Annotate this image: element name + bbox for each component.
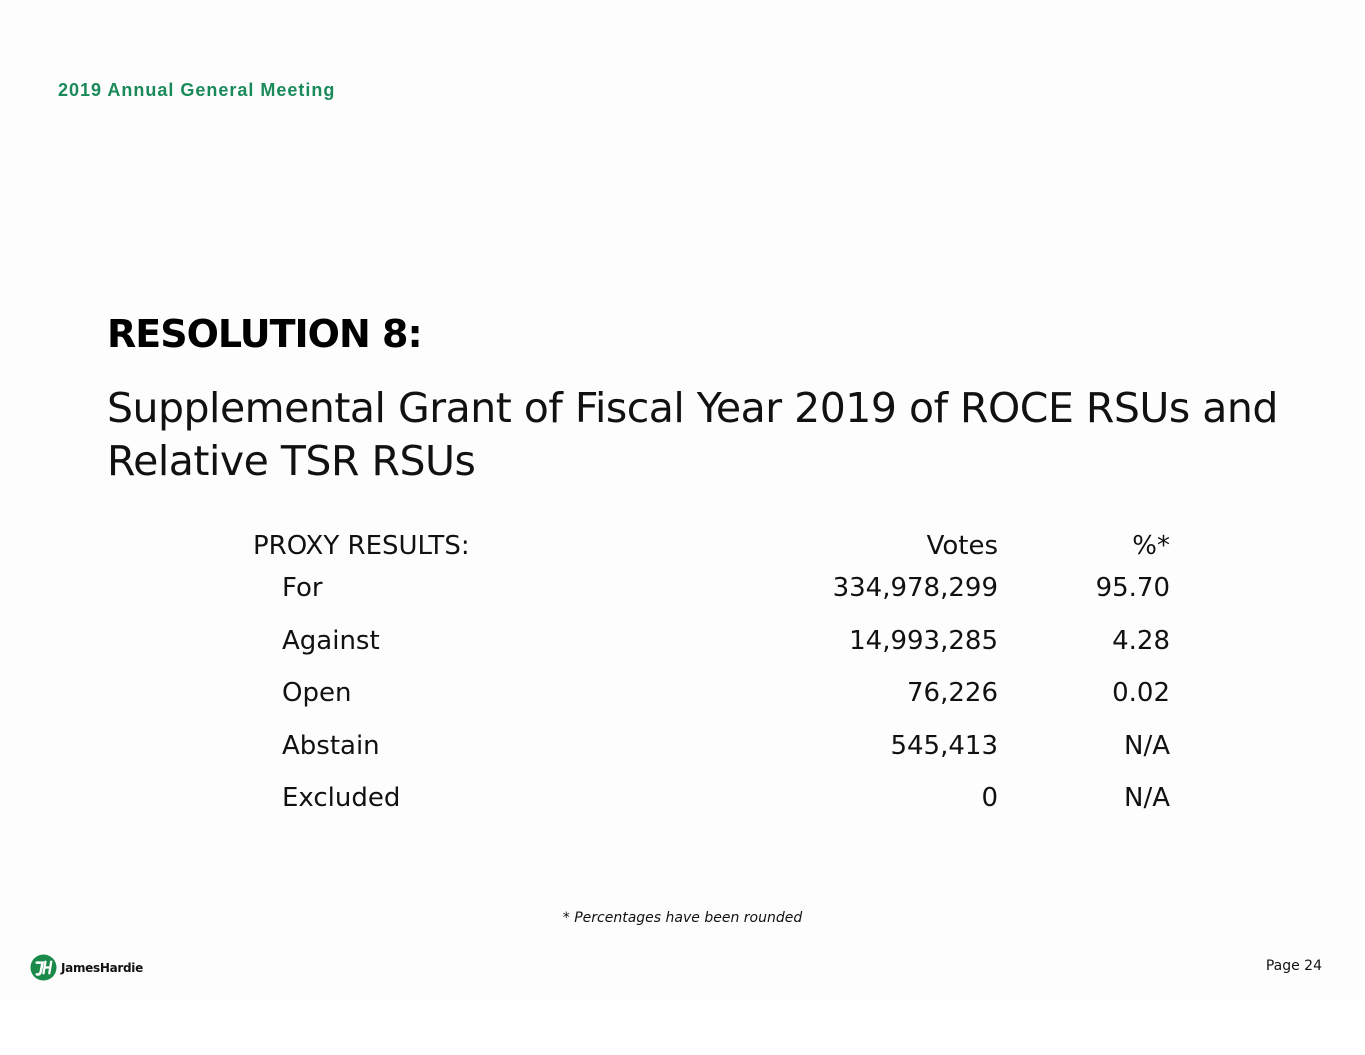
results-header-row xyxy=(253,531,1173,573)
row-label: Open xyxy=(282,678,352,708)
row-votes: 545,413 xyxy=(890,730,998,761)
row-label: For xyxy=(282,573,323,603)
james-hardie-mark-icon xyxy=(30,954,57,981)
results-row-against xyxy=(253,626,1173,679)
row-pct: 95.70 xyxy=(1095,573,1170,603)
results-header-label: PROXY RESULTS: xyxy=(253,531,470,561)
row-votes: 334,978,299 xyxy=(832,573,998,603)
results-header-pct: %* xyxy=(1132,531,1170,561)
results-row-for xyxy=(253,573,1173,626)
row-label: Excluded xyxy=(282,783,401,813)
results-row-open xyxy=(253,678,1173,731)
james-hardie-logo xyxy=(30,954,143,981)
resolution-subtitle: Supplemental Grant of Fiscal Year 2019 of ROCE RSUs and Relative TSR RSUs xyxy=(107,384,1278,485)
row-votes: 0 xyxy=(981,783,998,813)
row-pct: N/A xyxy=(1124,783,1170,813)
row-votes: 76,226 xyxy=(907,678,998,708)
percentages-footnote: * Percentages have been rounded xyxy=(562,910,803,926)
results-row-abstain xyxy=(253,731,1173,784)
row-pct: 0.02 xyxy=(1112,678,1170,708)
meeting-title: 2019 Annual General Meeting xyxy=(58,80,336,100)
logo-wordmark: JamesHardie xyxy=(61,960,143,975)
row-label: Against xyxy=(282,625,380,656)
row-label: Abstain xyxy=(282,730,380,761)
resolution-heading: RESOLUTION 8: xyxy=(107,312,422,356)
row-pct: N/A xyxy=(1124,730,1170,761)
row-votes: 14,993,285 xyxy=(849,625,998,656)
results-header-votes: Votes xyxy=(926,531,998,561)
proxy-results-table xyxy=(253,531,1173,836)
row-pct: 4.28 xyxy=(1112,625,1170,656)
page-number: Page 24 xyxy=(1265,958,1322,974)
results-row-excluded xyxy=(253,783,1173,836)
